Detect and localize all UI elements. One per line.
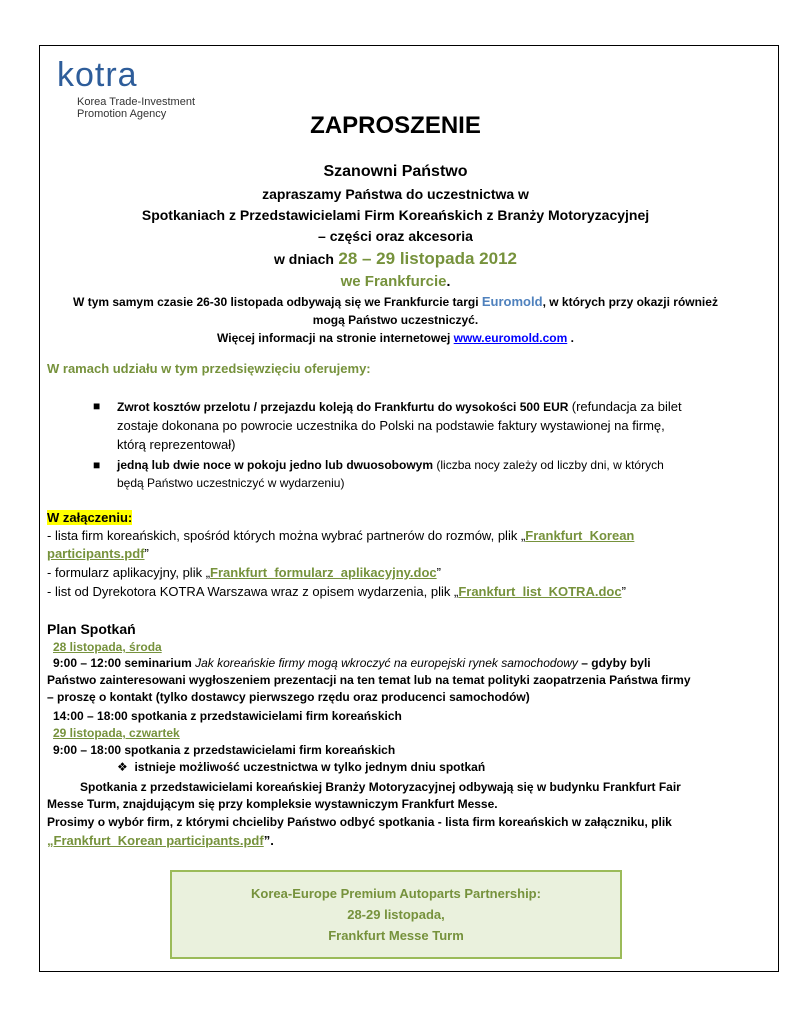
plan-day-2 — [53, 726, 180, 740]
box-line-1: Korea-Europe Premium Autoparts Partnership: — [251, 886, 541, 901]
more-info-line — [0, 331, 791, 345]
more-info-dot: . — [570, 331, 574, 345]
attachments-heading — [47, 510, 132, 525]
plan-note-text: istnieje możliwość uczestnictwa w tylko jednym dniu spotkań — [134, 760, 486, 774]
choose-close: ”. — [263, 833, 274, 848]
invite-line-3: – części oraz akcesoria — [318, 228, 473, 244]
plan-day-1 — [53, 640, 162, 654]
choose-open: „ — [47, 833, 54, 848]
plan-note — [117, 760, 485, 774]
list-item — [117, 458, 664, 472]
greeting: Szanowni Państwo — [323, 163, 468, 180]
plan-day-1-item-2: 14:00 – 18:00 spotkania z przedstawicielami firm koreańskich — [53, 709, 402, 723]
bullet-square-icon: ■ — [93, 458, 101, 472]
plan-heading: Plan Spotkań — [47, 621, 136, 637]
attachment-line-1 — [47, 528, 634, 543]
participants-pdf-link[interactable]: Frankfurt_Korean participants.pdf — [53, 833, 264, 848]
logo-wordmark: kotra — [57, 56, 138, 94]
plan-day-2-item-1: 9:00 – 18:00 spotkania z przedstawicielami firm koreańskich — [53, 743, 396, 757]
bullet-1-bold: Zwrot kosztów przelotu / przejazdu koleją do Frankfurtu do wysokości 500 EUR — [117, 400, 569, 414]
event-summary-box — [170, 870, 622, 959]
attachments-heading-text: W załączeniu: — [47, 510, 133, 525]
venue-line-1: Spotkania z przedstawicielami koreańskiej Branży Motoryzacyjnej odbywają się w budynku Frankfurt Fair — [80, 780, 681, 794]
offer-heading: W ramach udziału w tym przedsięwzięciu oferujemy: — [47, 361, 371, 376]
attachment-line-1b — [47, 546, 149, 561]
logo-subtitle-2: Promotion Agency — [77, 108, 167, 120]
attachment-3-text: - list od Dyrekotora KOTRA Warszawa wraz z opisem wydarzenia, plik „ — [47, 584, 459, 599]
box-line-3: Frankfurt Messe Turm — [328, 928, 464, 943]
bullet-2-bold: jedną lub dwie noce w pokoju jedno lub dwuosobowym — [117, 458, 434, 472]
event-dates: 28 – 29 listopada 2012 — [338, 249, 517, 268]
kotra-logo — [57, 58, 195, 120]
dates-line — [0, 249, 791, 269]
fair-line-1 — [0, 294, 791, 309]
bullet-1-rest-2: zostaje dokonana po powrocie uczestnika do Polski na podstawie faktury wystawionej na firmę, — [117, 418, 665, 433]
attachment-1-link-cont[interactable]: participants.pdf — [47, 546, 145, 561]
fair-line-2: mogą Państwo uczestniczyć. — [312, 313, 479, 327]
plan-day-1-label: 28 listopada, środa — [53, 640, 162, 654]
attachment-line-3 — [47, 584, 626, 599]
bullet-2-rest-2: będą Państwo uczestniczyć w wydarzeniu) — [117, 476, 345, 490]
bullet-1-rest-1: (refundacja za bilet — [571, 399, 682, 414]
seminar-post: – gdyby byli — [581, 656, 651, 670]
fair-text-post: , w których przy okazji również — [542, 295, 718, 309]
plan-day-2-label: 29 listopada, czwartek — [53, 726, 180, 740]
seminar-title: Jak koreańskie firmy mogą wkroczyć na europejski rynek samochodowy — [195, 656, 578, 670]
fair-name: Euromold — [481, 294, 543, 309]
diamond-bullet-icon: ❖ — [117, 760, 128, 774]
attachment-2-text: - formularz aplikacyjny, plik „ — [47, 565, 211, 580]
attachment-2-link[interactable]: Frankfurt_formularz_aplikacyjny.doc — [210, 565, 437, 580]
attachment-2-close: ” — [436, 565, 441, 580]
bullet-2-rest-1: (liczba nocy zależy od liczby dni, w których — [436, 458, 664, 472]
attachment-1-close: ” — [144, 546, 149, 561]
box-line-2: 28-29 listopada, — [347, 907, 445, 922]
attachment-line-2 — [47, 565, 441, 580]
seminar-time: 9:00 – 12:00 seminarium — [53, 656, 192, 670]
attachment-1-link[interactable]: Frankfurt_Korean — [525, 528, 635, 543]
invite-line-1: zapraszamy Państwa do uczestnictwa w — [262, 186, 529, 202]
list-item — [117, 399, 682, 414]
place-line — [0, 273, 791, 291]
bullet-square-icon: ■ — [93, 399, 101, 413]
fair-text-pre: W tym samym czasie 26-30 listopada odbywają się we Frankfurcie targi — [73, 295, 479, 309]
venue-line-2: Messe Turm, znajdującym się przy kompleksie wystawniczym Frankfurt Messe. — [47, 797, 498, 811]
page-title: ZAPROSZENIE — [310, 112, 481, 139]
plan-day-1-item-1-line-2: Państwo zainteresowani wygłoszeniem prezentacji na ten temat lub na temat polityki zaopatrzenia Państwa firmy — [47, 673, 691, 687]
plan-day-1-item-1 — [53, 656, 651, 670]
attachment-3-close: ” — [621, 584, 626, 599]
choose-line-2 — [47, 833, 274, 848]
choose-line-1: Prosimy o wybór firm, z którymi chcieliby Państwo odbyć spotkania - lista firm koreańskich w załączniku, plik — [47, 815, 672, 829]
event-place: we Frankfurcie — [340, 273, 447, 290]
place-dot: . — [446, 273, 451, 289]
attachment-1-text: - lista firm koreańskich, spośród których można wybrać partnerów do rozmów, plik „ — [47, 528, 526, 543]
euromold-link[interactable]: www.euromold.com — [453, 331, 568, 345]
logo-subtitle-1: Korea Trade-Investment — [77, 96, 196, 108]
bullet-1-rest-3: którą reprezentował) — [117, 437, 236, 452]
dates-prefix: w dniach — [274, 251, 334, 267]
more-info-text: Więcej informacji na stronie internetowej — [217, 331, 451, 345]
invite-line-2: Spotkaniach z Przedstawicielami Firm Koreańskich z Branży Motoryzacyjnej — [141, 207, 650, 223]
attachment-3-link[interactable]: Frankfurt_list_KOTRA.doc — [458, 584, 622, 599]
plan-day-1-item-1-line-3: – proszę o kontakt (tylko dostawcy pierwszego rzędu oraz producenci samochodów) — [47, 690, 530, 704]
